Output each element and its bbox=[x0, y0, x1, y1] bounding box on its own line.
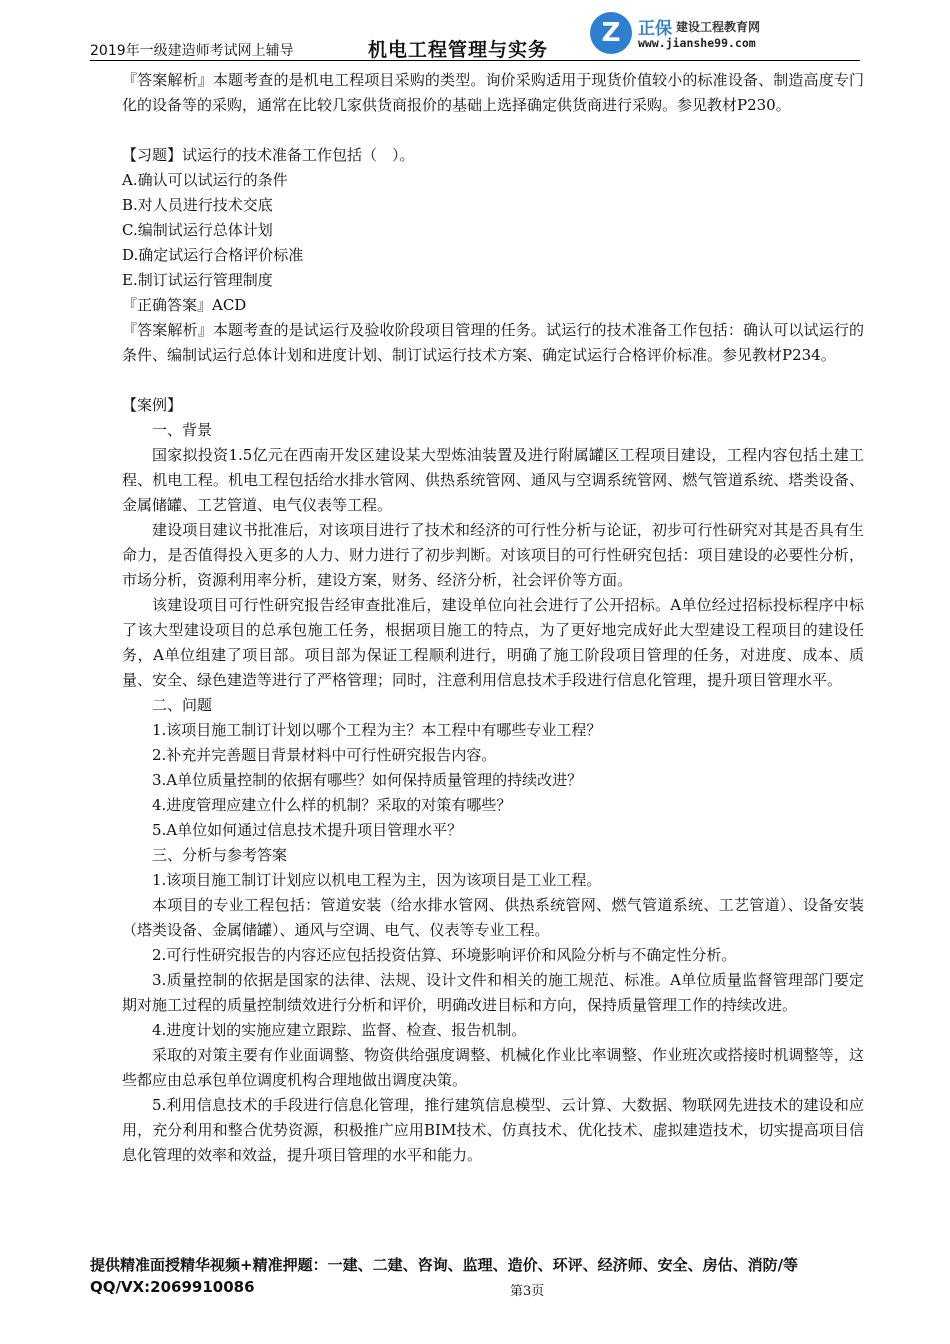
case-question: 4.进度管理应建立什么样的机制？采取的对策有哪些？ bbox=[152, 796, 512, 814]
case-answer: 5.利用信息技术的手段进行信息化管理，推行建筑信息模型、云计算、大数据、物联网先进技术的建设和应用，充分利用和整合优势资源，积极推广应用BIM技术、仿真技术、优化技术、虚拟建造技术，切实提高项目信息化管理的效率和效益，提升项目管理的水平和能力。 bbox=[122, 1096, 864, 1164]
case-answer: 1.该项目施工制订计划应以机电工程为主，因为该项目是工业工程。 bbox=[152, 871, 602, 889]
case-question: 1.该项目施工制订计划以哪个工程为主？本工程中有哪些专业工程？ bbox=[152, 721, 602, 739]
case-answer: 3.质量控制的依据是国家的法律、法规、设计文件和相关的施工规范、标准。A单位质量监督管理部门要定期对施工过程的质量控制绩效进行分析和评价，明确改进目标和方向，保持质量管理工作的持续改进。 bbox=[122, 971, 864, 1014]
header-rule bbox=[90, 60, 860, 61]
case-label: 【案例】 bbox=[122, 396, 183, 414]
logo-icon: Z bbox=[590, 12, 632, 54]
logo-brand-sub: 建设工程教育网 bbox=[676, 20, 761, 34]
background-paragraph: 该建设项目可行性研究报告经审查批准后，建设单位向社会进行了公开招标。A单位经过招标投标程序中标了该大型建设项目的总承包施工任务，根据项目施工的特点，为了更好地完成好此大型建设工程项目的建设任务，A单位组建了项目部。项目部为保证工程顺利进行，明确了施工阶段项目管理的任务，对进度、成本、质量、安全、绿色建造等进行了严格管理；同时，注意利用信息技术手段进行信息化管理，提升项目管理水平。 bbox=[122, 596, 864, 689]
option-c: C.编制试运行总体计划 bbox=[122, 221, 273, 239]
questions-heading: 二、问题 bbox=[152, 696, 213, 714]
option-e: E.制订试运行管理制度 bbox=[122, 271, 273, 289]
option-b: B.对人员进行技术交底 bbox=[122, 196, 273, 214]
case-question: 3.A单位质量控制的依据有哪些？如何保持质量管理的持续改进？ bbox=[152, 771, 583, 789]
brand-logo bbox=[590, 12, 780, 54]
page-footer bbox=[90, 1254, 860, 1299]
answer-analysis: 『答案解析』本题考查的是试运行及验收阶段项目管理的任务。试运行的技术准备工作包括：确认可以试运行的条件、编制试运行总体计划和进度计划、制订试运行技术方案、确定试运行合格评价标准。参见教材P234。 bbox=[122, 321, 864, 364]
case-answer: 2.可行性研究报告的内容还应包括投资估算、环境影响评价和风险分析与不确定性分析。 bbox=[152, 946, 737, 964]
case-answer: 4.进度计划的实施应建立跟踪、监督、检查、报告机制。 bbox=[152, 1021, 527, 1039]
footer-contact: QQ/VX:2069910086 bbox=[90, 1278, 255, 1296]
answers-heading: 三、分析与参考答案 bbox=[152, 846, 288, 864]
case-answer: 本项目的专业工程包括：管道安装（给水排水管网、供热系统管网、燃气管道系统、工艺管道）、设备安装（塔类设备、金属储罐）、通风与空调、电气、仪表等专业工程。 bbox=[122, 896, 864, 939]
logo-brand: 正保 bbox=[638, 19, 672, 39]
background-paragraph: 建设项目建议书批准后，对该项目进行了技术和经济的可行性分析与论证，初步可行性研究对其是否具有生命力，是否值得投入更多的人力、财力进行了初步判断。对该项目的可行性研究包括：项目建设的必要性分析，市场分析，资源利用率分析，建设方案，财务、经济分析，社会评价等方面。 bbox=[122, 521, 864, 589]
logo-url: www.jianshe99.com bbox=[638, 36, 756, 50]
header-title: 机电工程管理与实务 bbox=[368, 39, 549, 61]
case-question: 5.A单位如何通过信息技术提升项目管理水平？ bbox=[152, 821, 463, 839]
case-question: 2.补充并完善题目背景材料中可行性研究报告内容。 bbox=[152, 746, 497, 764]
case-answer: 采取的对策主要有作业面调整、物资供给强度调整、机械化作业比率调整、作业班次或搭接时机调整等，这些都应由总承包单位调度机构合理地做出调度决策。 bbox=[122, 1046, 864, 1089]
correct-answer: 『正确答案』ACD bbox=[122, 296, 247, 314]
background-paragraph: 国家拟投资1.5亿元在西南开发区建设某大型炼油装置及进行附属罐区工程项目建设，工程内容包括土建工程、机电工程。机电工程包括给水排水管网、供热系统管网、通风与空调系统管网、燃气管道系统、塔类设备、金属储罐、工艺管道、电气仪表等工程。 bbox=[122, 446, 864, 514]
document-body bbox=[122, 68, 864, 1168]
header-subtitle: 2019年一级建造师考试网上辅导 bbox=[90, 43, 294, 59]
footer-promo: 提供精准面授精华视频+精准押题：一建、二建、咨询、监理、造价、环评、经济师、安全、房估、消防/等 bbox=[90, 1256, 799, 1274]
page-number: 第3页 bbox=[510, 1284, 545, 1299]
question-stem: 【习题】试运行的技术准备工作包括（ ）。 bbox=[122, 146, 415, 164]
previous-analysis: 『答案解析』本题考查的是机电工程项目采购的类型。询价采购适用于现货价值较小的标准设备、制造高度专门化的设备等的采购，通常在比较几家供货商报价的基础上选择确定供货商进行采购。参见教材P230。 bbox=[122, 71, 864, 114]
option-a: A.确认可以试运行的条件 bbox=[122, 171, 288, 189]
background-heading: 一、背景 bbox=[152, 421, 213, 439]
option-d: D.确定试运行合格评价标准 bbox=[122, 246, 304, 264]
